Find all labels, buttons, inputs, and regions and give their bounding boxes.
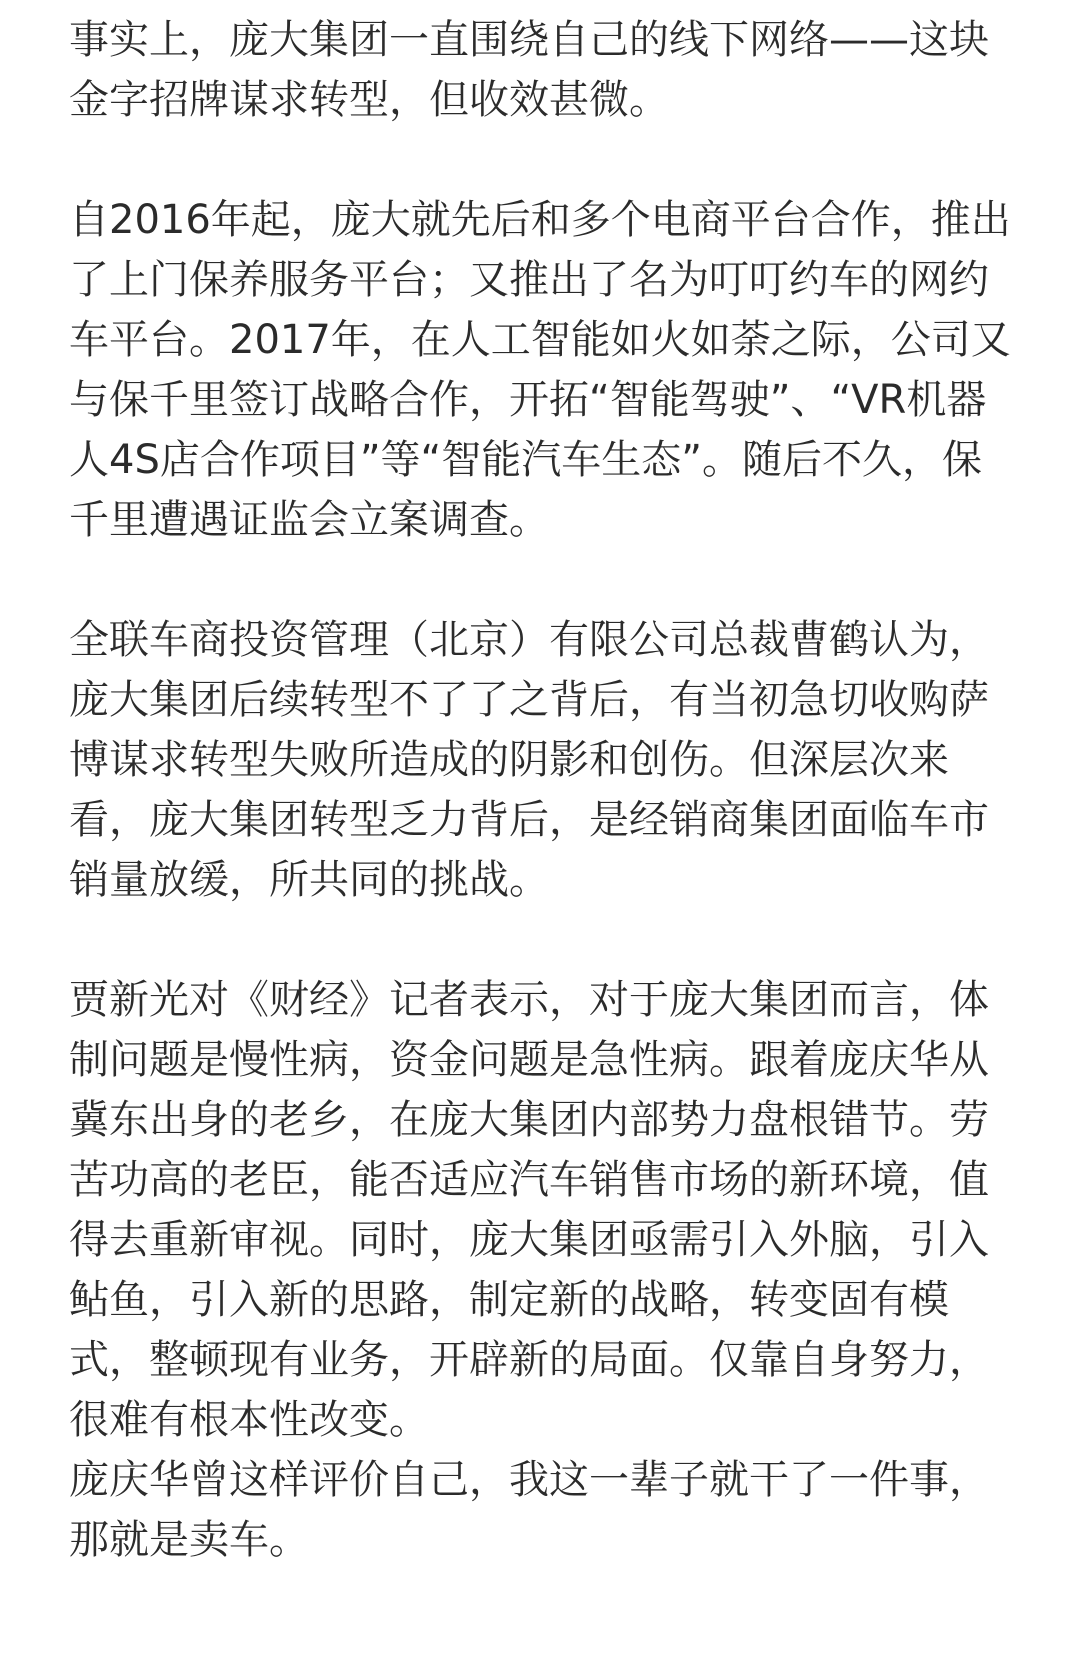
text-line: 庞庆华曾这样评价自己，我这一辈子就干了一件事，: [69, 1457, 989, 1503]
paragraph-jia-xinguang-view: [69, 970, 1015, 1450]
text-line: 贾新光对《财经》记者表示，对于庞大集团而言，体: [69, 977, 989, 1023]
text-line: 博谋求转型失败所造成的阴影和创伤。但深层次来: [69, 737, 949, 783]
text-line: 车平台。2017年，在人工智能如火如荼之际，公司又: [69, 317, 1011, 363]
paragraph-ecommerce-history: [69, 190, 1015, 550]
text-line: 鲇鱼，引入新的思路，制定新的战略，转变固有模: [69, 1277, 949, 1323]
text-line: 金字招牌谋求转型，但收效甚微。: [69, 77, 669, 123]
text-line: 很难有根本性改变。: [69, 1397, 429, 1443]
text-line: 人4S店合作项目”等“智能汽车生态”。随后不久，保: [69, 437, 983, 483]
text-line: 苦功高的老臣，能否适应汽车销售市场的新环境，值: [69, 1157, 989, 1203]
text-line: 式，整顿现有业务，开辟新的局面。仅靠自身努力，: [69, 1337, 989, 1383]
text-line: 与保千里签订战略合作，开拓“智能驾驶”、“VR机器: [69, 377, 987, 423]
text-line: 制问题是慢性病，资金问题是急性病。跟着庞庆华从: [69, 1037, 989, 1083]
text-line: 那就是卖车。: [69, 1517, 309, 1563]
text-line: 了上门保养服务平台；又推出了名为叮叮约车的网约: [69, 257, 989, 303]
text-line: 看，庞大集团转型乏力背后，是经销商集团面临车市: [69, 797, 989, 843]
text-line: 冀东出身的老乡，在庞大集团内部势力盘根错节。劳: [69, 1097, 989, 1143]
text-line: 庞大集团后续转型不了了之背后，有当初急切收购萨: [69, 677, 989, 723]
paragraph-cao-he-view: [69, 610, 1015, 910]
text-line: 销量放缓，所共同的挑战。: [69, 857, 549, 903]
text-line: 得去重新审视。同时，庞大集团亟需引入外脑，引入: [69, 1217, 989, 1263]
paragraph-transformation-summary: [69, 10, 1015, 130]
text-line: 全联车商投资管理（北京）有限公司总裁曹鹤认为，: [69, 617, 989, 663]
paragraph-pang-qinghua-quote: [69, 1450, 1015, 1570]
article-body: [69, 10, 1015, 1570]
text-line: 自2016年起，庞大就先后和多个电商平台合作，推出: [69, 197, 1011, 243]
text-line: 事实上，庞大集团一直围绕自己的线下网络——这块: [69, 17, 989, 63]
text-line: 千里遭遇证监会立案调查。: [69, 497, 549, 543]
